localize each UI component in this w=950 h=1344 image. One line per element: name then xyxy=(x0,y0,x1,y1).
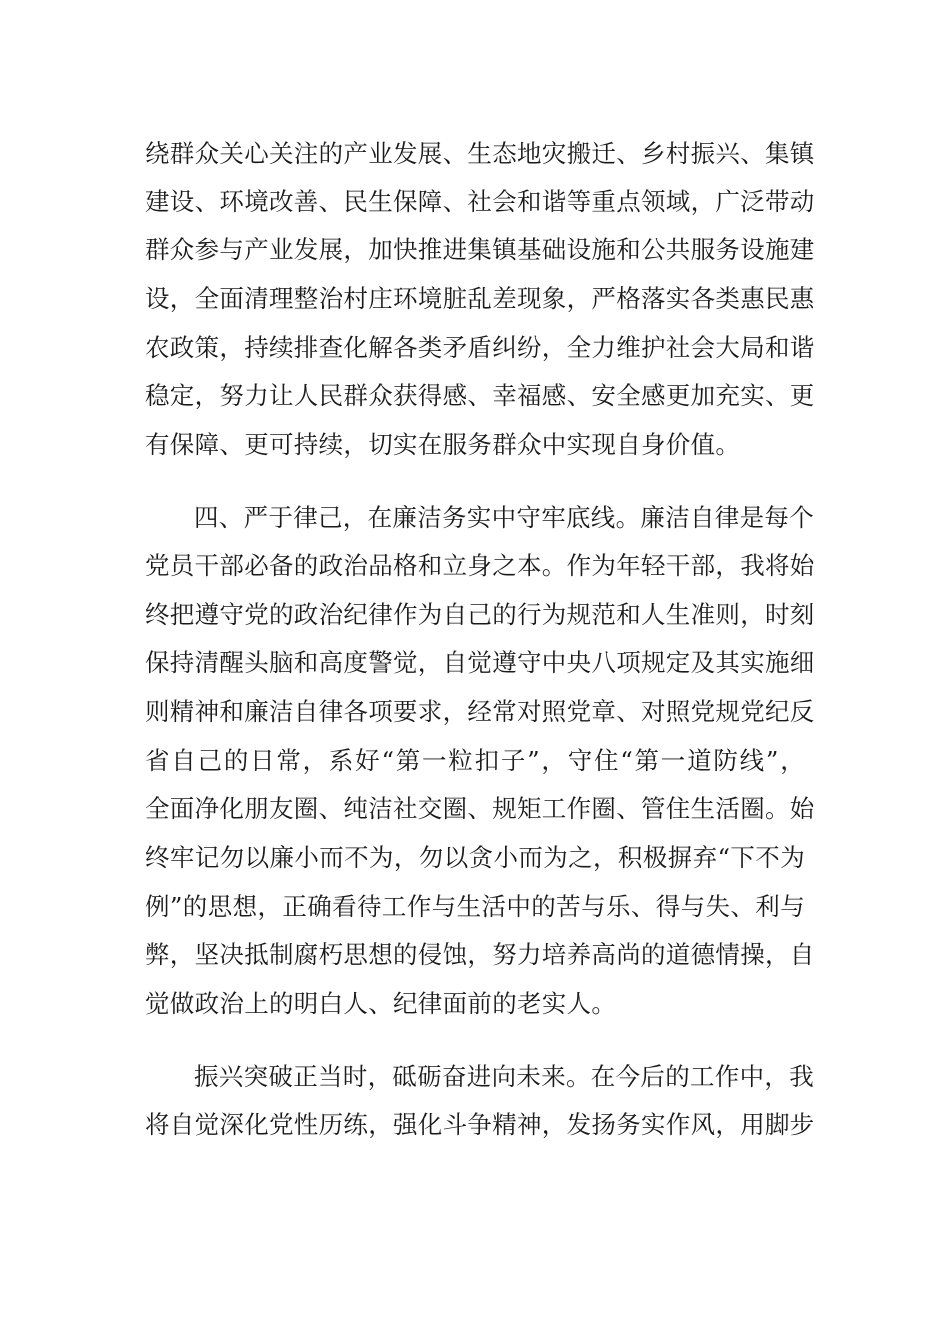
text-line: 保持清醒头脑和高度警觉，自觉遵守中央八项规定及其实施细 xyxy=(145,648,815,677)
text-line: 全面净化朋友圈、纯洁社交圈、规矩工作圈、管住生活圈。始 xyxy=(145,794,815,823)
text-line: 绕群众关心关注的产业发展、生态地灾搬迁、乡村振兴、集镇 xyxy=(145,139,815,168)
text-line: 四、严于律己，在廉洁务实中守牢底线。廉洁自律是每个 xyxy=(194,503,814,532)
text-line: 省自己的日常，系好“第一粒扣子”，守住“第一道防线”， xyxy=(145,746,805,775)
text-line: 终把遵守党的政治纪律作为自己的行为规范和人生准则，时刻 xyxy=(145,600,815,629)
text-line: 将自觉深化党性历练，强化斗争精神，发扬务实作风，用脚步 xyxy=(145,1110,815,1139)
text-line: 农政策，持续排查化解各类矛盾纠纷，全力维护社会大局和谐 xyxy=(145,333,815,362)
text-line: 则精神和廉洁自律各项要求，经常对照党章、对照党规党纪反 xyxy=(145,697,815,726)
text-line: 觉做政治上的明白人、纪律面前的老实人。 xyxy=(145,989,617,1018)
text-line: 弊，坚决抵制腐朽思想的侵蚀，努力培养高尚的道德情操，自 xyxy=(145,940,815,969)
text-line: 群众参与产业发展，加快推进集镇基础设施和公共服务设施建 xyxy=(145,235,815,264)
text-line: 建设、环境改善、民生保障、社会和谐等重点领域，广泛带动 xyxy=(145,187,815,216)
text-line: 终牢记勿以廉小而不为，勿以贪小而为之，积极摒弃“下不为 xyxy=(145,843,805,872)
text-line: 有保障、更可持续，切实在服务群众中实现自身价值。 xyxy=(145,430,741,459)
text-line: 振兴突破正当时，砥砺奋进向未来。在今后的工作中，我 xyxy=(194,1062,814,1091)
text-line: 设，全面清理整治村庄环境脏乱差现象，严格落实各类惠民惠 xyxy=(145,284,815,313)
text-line: 党员干部必备的政治品格和立身之本。作为年轻干部，我将始 xyxy=(145,551,815,580)
text-line: 例”的思想，正确看待工作与生活中的苦与乐、得与失、利与 xyxy=(145,892,805,921)
text-line: 稳定，努力让人民群众获得感、幸福感、安全感更加充实、更 xyxy=(145,381,815,410)
